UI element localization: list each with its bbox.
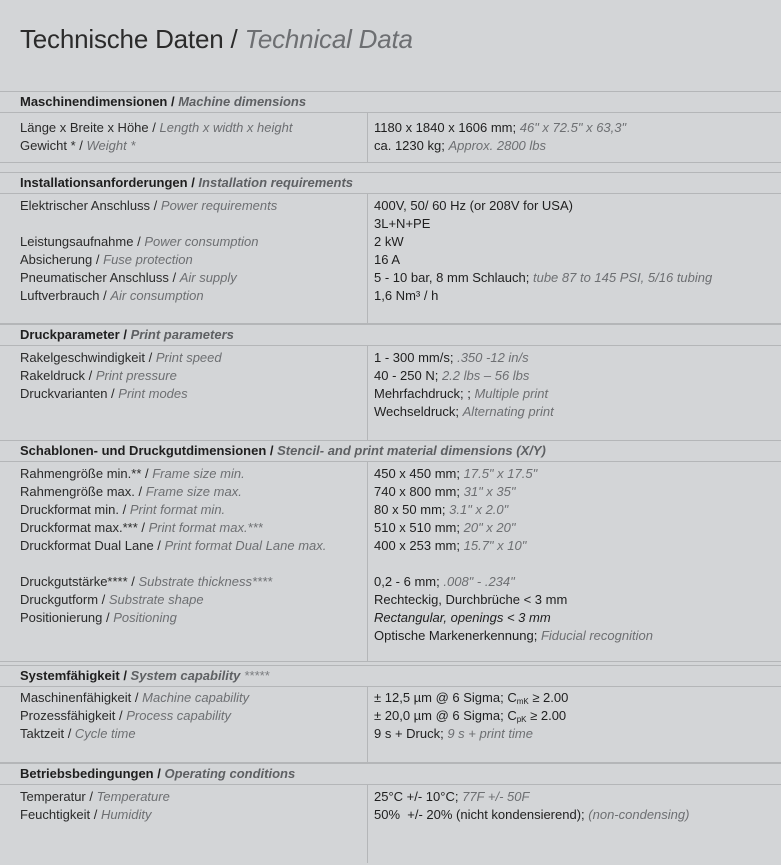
spec-label: Druckgutstärke**** / Substrate thickness**** — [20, 574, 273, 589]
spec-label: Länge x Breite x Höhe / Length x width x height — [20, 120, 293, 135]
section-body — [0, 194, 781, 324]
spec-row-format-max — [0, 519, 781, 537]
spec-row-print-pressure — [0, 367, 781, 385]
section-body — [0, 113, 781, 163]
spec-label: Rahmengröße max. / Frame size max. — [20, 484, 242, 499]
section-header: Systemfähigkeit / System capability ***** — [0, 665, 781, 687]
spec-label: Taktzeit / Cycle time — [20, 726, 136, 741]
page-title — [20, 24, 413, 55]
spec-row-positioning-2 — [0, 627, 781, 645]
spec-value: 40 - 250 N; 2.2 lbs – 56 lbs — [374, 368, 530, 383]
spec-row-machine-capability — [0, 689, 781, 707]
section-body — [0, 785, 781, 863]
spec-value: ca. 1230 kg; Approx. 2800 lbs — [374, 138, 547, 153]
spec-value: 1,6 Nm³ / h — [374, 288, 439, 303]
spec-row-print-modes — [0, 385, 781, 403]
section-installation — [0, 172, 781, 324]
spec-row-power-2 — [0, 215, 781, 233]
spec-row-print-modes-2 — [0, 403, 781, 421]
spec-row-humidity — [0, 806, 781, 824]
spec-label: Feuchtigkeit / Humidity — [20, 807, 152, 822]
spec-row-power — [0, 197, 781, 215]
section-operating-conditions — [0, 763, 781, 863]
spec-value: 16 A — [374, 252, 401, 267]
spec-row-air-supply — [0, 269, 781, 287]
spec-label: Temperatur / Temperature — [20, 789, 170, 804]
spec-value: 50% +/- 20% (nicht kondensierend); (non-condensing) — [374, 807, 690, 822]
section-header: Betriebsbedingungen / Operating conditions — [0, 763, 781, 785]
section-body — [0, 462, 781, 662]
section-system-capability — [0, 665, 781, 763]
spec-value: ± 20,0 µm @ 6 Sigma; $C_{pK} \ge 2.00$ — [374, 708, 567, 724]
spec-value: 25°C +/- 10°C; 77F +/- 50F — [374, 789, 530, 804]
spec-value: Wechseldruck; Alternating print — [374, 404, 554, 419]
section-body — [0, 687, 781, 763]
spec-label: Rahmengröße min.** / Frame size min. — [20, 466, 245, 481]
spec-row-substrate-shape — [0, 591, 781, 609]
spec-value: 2 kW — [374, 234, 404, 249]
spec-label: Druckvarianten / Print modes — [20, 386, 188, 401]
spec-label: Luftverbrauch / Air consumption — [20, 288, 204, 303]
spec-value: 3L+N+PE — [374, 216, 431, 231]
spec-row-print-speed — [0, 349, 781, 367]
spec-row-substrate-thickness — [0, 573, 781, 591]
spec-label: Gewicht * / Weight * — [20, 138, 136, 153]
section-machine-dimensions — [0, 91, 781, 163]
spec-row-frame-min — [0, 465, 781, 483]
section-header: Maschinendimensionen / Machine dimensions — [0, 91, 781, 113]
spec-value: 0,2 - 6 mm; .008" - .234" — [374, 574, 515, 589]
spec-label: Prozessfähigkeit / Process capability — [20, 708, 232, 723]
spec-row-temperature — [0, 788, 781, 806]
spec-row-fuse — [0, 251, 781, 269]
spec-row-weight — [0, 137, 781, 155]
spec-value: 5 - 10 bar, 8 mm Schlauch; tube 87 to 145 PSI, 5/16 tubing — [374, 270, 713, 285]
spec-value: Rechteckig, Durchbrüche < 3 mm — [374, 592, 568, 607]
section-print-parameters — [0, 324, 781, 441]
spec-row-consumption — [0, 233, 781, 251]
spec-label: Positionierung / Positioning — [20, 610, 177, 625]
spec-value: 1180 x 1840 x 1606 mm; 46" x 72.5" x 63,3" — [374, 120, 627, 135]
spec-value: 450 x 450 mm; 17.5" x 17.5" — [374, 466, 538, 481]
spec-row-process-capability — [0, 707, 781, 725]
spec-label: Rakeldruck / Print pressure — [20, 368, 177, 383]
section-header: Installationsanforderungen / Installation requirements — [0, 172, 781, 194]
spec-label: Absicherung / Fuse protection — [20, 252, 193, 267]
spec-label: Druckformat min. / Print format min. — [20, 502, 226, 517]
section-stencil-dimensions — [0, 440, 781, 662]
spec-label: Druckformat max.*** / Print format max.*** — [20, 520, 263, 535]
spec-value: 740 x 800 mm; 31" x 35" — [374, 484, 516, 499]
spec-value: Mehrfachdruck; ; Multiple print — [374, 386, 549, 401]
spec-label: Elektrischer Anschluss / Power requirements — [20, 198, 278, 213]
spec-label: Druckformat Dual Lane / Print format Dual Lane max. — [20, 538, 327, 553]
spec-row-format-min — [0, 501, 781, 519]
page-title-en: Technical Data — [244, 24, 413, 54]
spec-row-dual-lane — [0, 537, 781, 555]
section-header: Schablonen- und Druckgutdimensionen / Stencil- and print material dimensions (X/Y) — [0, 440, 781, 462]
spec-label: Rakelgeschwindigkeit / Print speed — [20, 350, 222, 365]
spec-value: 1 - 300 mm/s; .350 -12 in/s — [374, 350, 529, 365]
spec-value: 9 s + Druck; 9 s + print time — [374, 726, 533, 741]
spec-label: Maschinenfähigkeit / Machine capability — [20, 690, 250, 705]
spec-value: 510 x 510 mm; 20" x 20" — [374, 520, 516, 535]
spec-label: Druckgutform / Substrate shape — [20, 592, 204, 607]
spec-row-positioning — [0, 609, 781, 627]
spec-label: Pneumatischer Anschluss / Air supply — [20, 270, 237, 285]
spec-value: 80 x 50 mm; 3.1" x 2.0" — [374, 502, 509, 517]
title-separator: / — [223, 24, 245, 54]
spec-row-frame-max — [0, 483, 781, 501]
section-body — [0, 346, 781, 441]
spec-value: ± 12,5 µm @ 6 Sigma; $C_{mK} \ge 2.00$ — [374, 690, 569, 706]
spec-row-air-consumption — [0, 287, 781, 305]
spec-value: 400 x 253 mm; 15.7" x 10" — [374, 538, 527, 553]
spec-value: 400V, 50/ 60 Hz (or 208V for USA) — [374, 198, 573, 213]
spec-value: Optische Markenerkennung; Fiducial recognition — [374, 628, 653, 643]
spec-label: Leistungsaufnahme / Power consumption — [20, 234, 259, 249]
spec-row-dimensions — [0, 119, 781, 137]
spec-value: Rectangular, openings < 3 mm — [374, 610, 551, 625]
spec-row-cycle-time — [0, 725, 781, 743]
page-title-de: Technische Daten — [20, 24, 224, 54]
section-header: Druckparameter / Print parameters — [0, 324, 781, 346]
